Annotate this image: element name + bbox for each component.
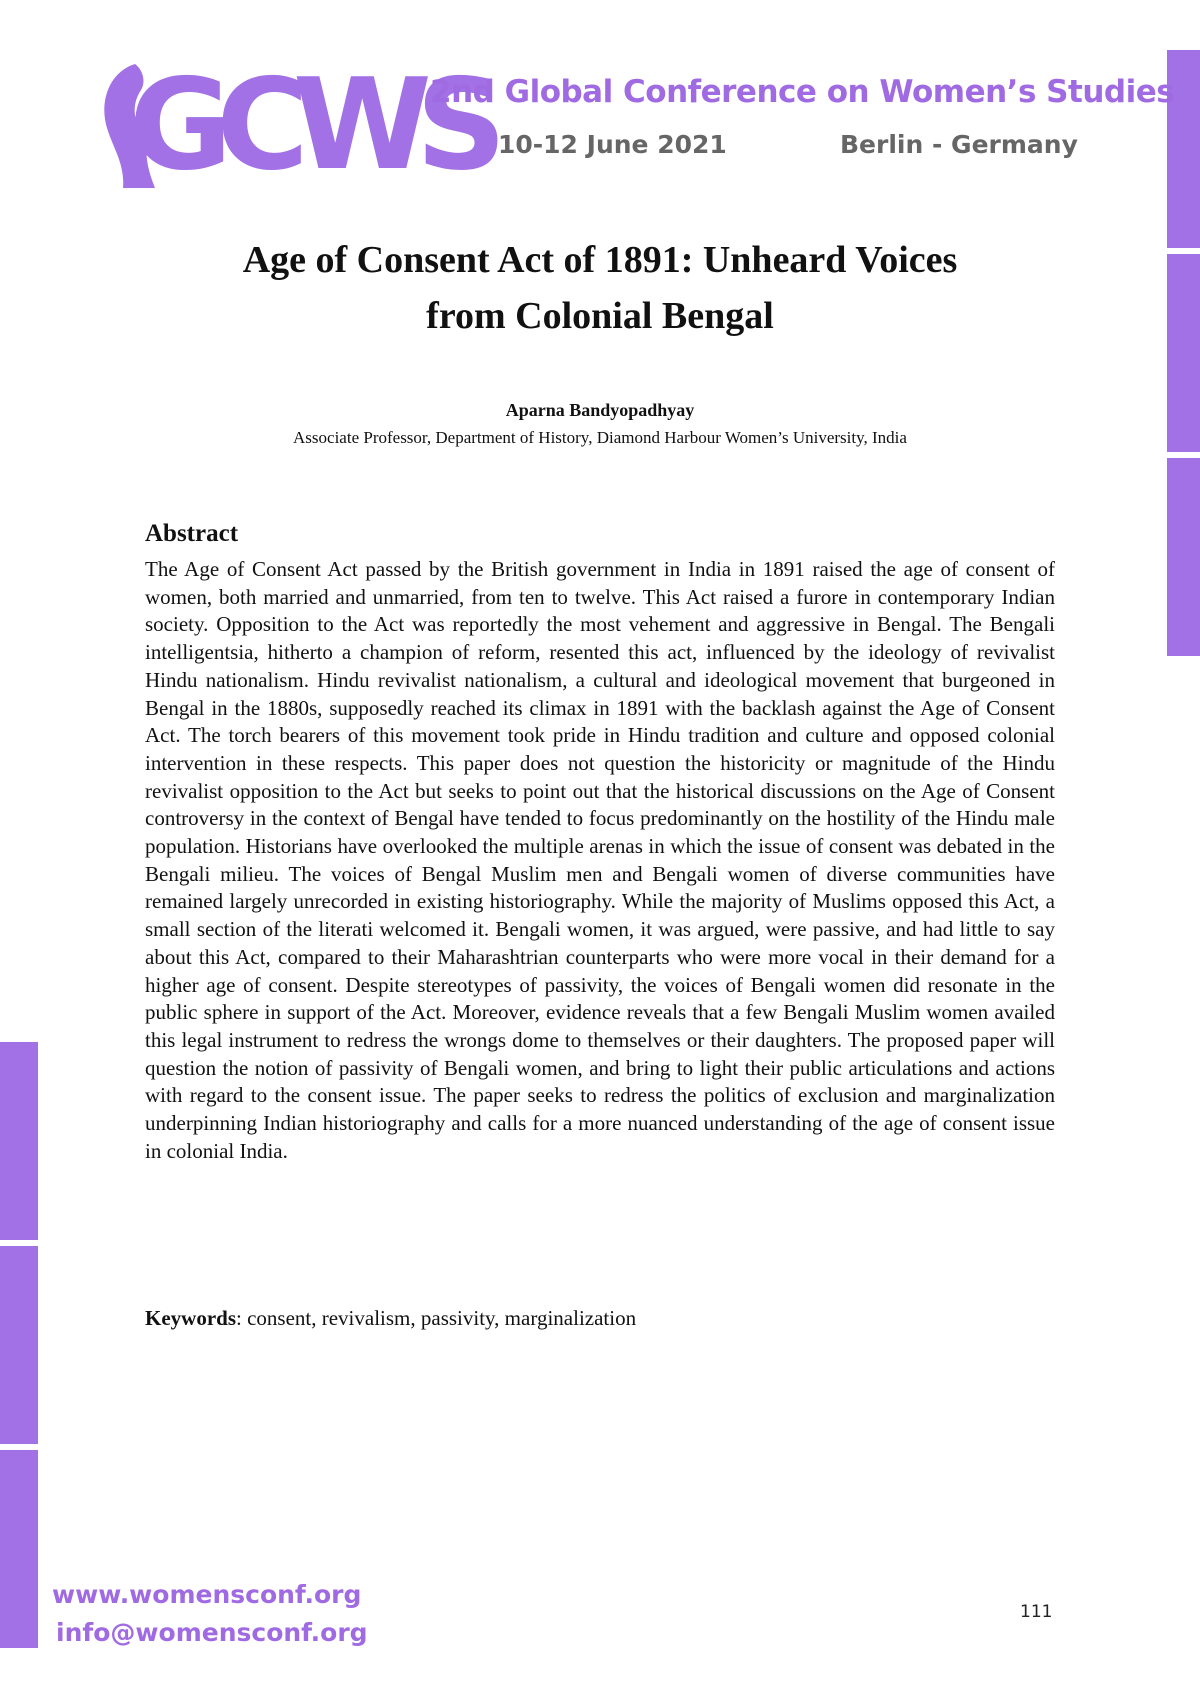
conference-title: 2nd Global Conference on Women’s Studies [430,74,1175,110]
abstract-heading: Abstract [145,520,239,547]
keywords-label: Keywords [145,1306,236,1330]
footer-website-link[interactable]: www.womensconf.org [52,1580,362,1609]
right-side-bar-bottom [1167,458,1200,656]
logo-text: GCWS [129,51,491,198]
keywords-list: : consent, revivalism, passivity, marginalization [236,1306,637,1330]
left-side-bar-top [0,1042,38,1240]
right-side-bar-middle [1167,254,1200,452]
left-side-bar-bottom [0,1450,38,1648]
paper-title [140,232,1060,344]
author-affiliation: Associate Professor, Department of History, Diamond Harbour Women’s University, India [293,428,907,447]
author-name: Aparna Bandyopadhyay [505,400,695,420]
paper-title-line-1: Age of Consent Act of 1891: Unheard Voices [242,239,958,281]
conference-logo [95,50,491,198]
paper-title-line-2: from Colonial Bengal [426,295,774,337]
page-number: 111 [1020,1602,1053,1622]
conference-location: Berlin - Germany [840,130,1078,159]
footer-email-link[interactable]: info@womensconf.org [56,1618,368,1647]
left-side-bar-middle [0,1246,38,1444]
abstract-body: The Age of Consent Act passed by the British government in India in 1891 raised the age of consent of women, both married and unmarried, from ten to twelve. This Act raised a furore in contemporary Indian society. Opposition to the Act was reportedly the most vehement and aggressive in Bengal. The Bengali intelligentsia, hitherto a champion of reform, resented this act, influenced by the ideology of revivalist Hindu nationalism. Hindu revivalist nationalism, a cultural and ideological movement that burgeoned in Bengal in the 1880s, supposedly reached its climax in 1891 with the backlash against the Age of Consent Act. The torch bearers of this movement took pride in Hindu tradition and culture and opposed colonial intervention in these respects. This paper does not question the historicity or magnitude of the Hindu revivalist opposition to the Act but seeks to point out that the historical discussions on the Age of Consent controversy in the context of Bengal have tended to focus predominantly on the hostility of the Hindu male population. Historians have overlooked the multiple arenas in which the issue of consent was debated in the Bengali milieu. The voices of Bengal Muslim men and Bengali women of diverse communities have remained largely unrecorded in existing historiography. While the majority of Muslims opposed this Act, a small section of the literati welcomed it. Bengali women, it was argued, were passive, and had little to say about this Act, compared to their Maharashtrian counterparts who were more vocal in their demand for a higher age of consent. Despite stereotypes of passivity, the voices of Bengali women did resonate in the public sphere in support of the Act. Moreover, evidence reveals that a few Bengali Muslim women availed this legal instrument to redress the wrongs dome to themselves or their daughters. The proposed paper will question the notion of passivity of Bengali women, and bring to light their public articulations and actions with regard to the consent issue. The paper seeks to redress the politics of exclusion and marginalization underpinning Indian historiography and calls for a more nuanced understanding of the age of consent issue in colonial India. [145,557,1055,1163]
conference-date: 10-12 June 2021 [498,130,727,159]
keywords [145,1306,636,1331]
